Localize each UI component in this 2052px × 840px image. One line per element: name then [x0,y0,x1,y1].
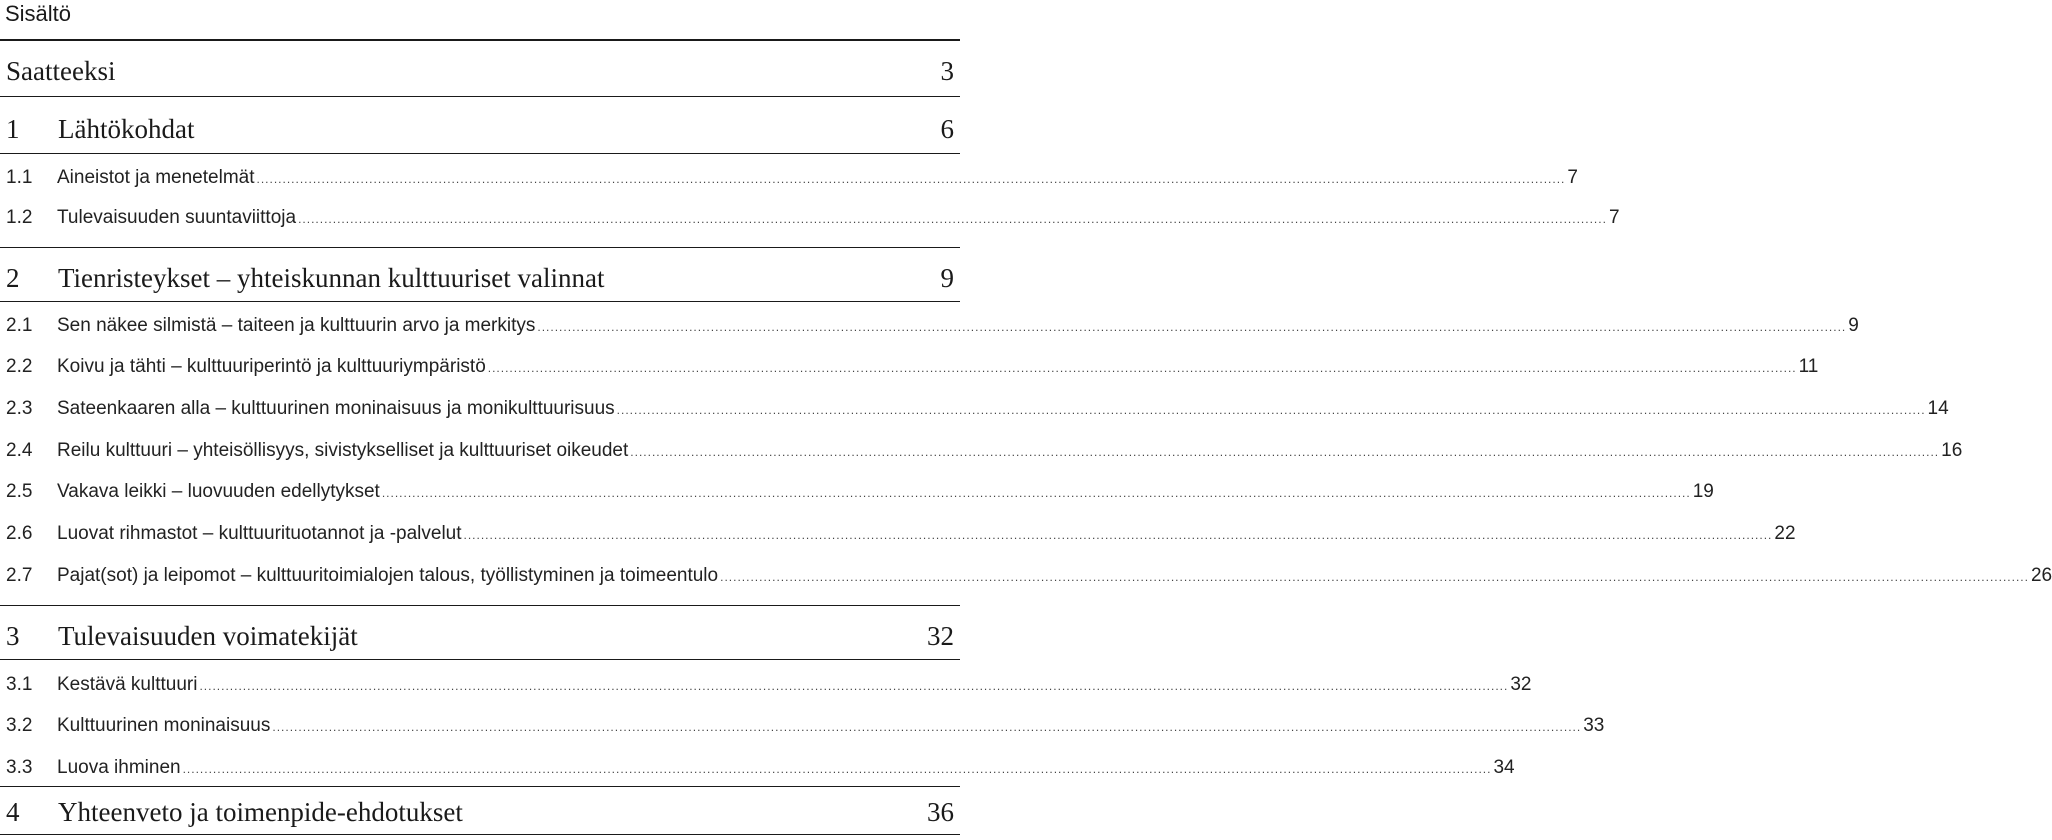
section-number: 3.1 [6,674,33,695]
section-number: 2.5 [6,481,33,502]
section-number: 1.1 [6,167,33,188]
toc-chapter-entry[interactable] [6,795,954,829]
toc-section-entry[interactable] [6,755,1515,782]
section-number: 3.2 [6,715,33,736]
toc-section-entry[interactable] [6,438,1963,465]
section-number: 3.3 [6,757,33,778]
page-number: 19 [1692,481,1714,502]
page-number: 7 [1567,167,1578,188]
section-label: Aineistot ja menetelmät [57,167,255,188]
page-number: 22 [1774,523,1796,544]
page-number: 26 [2030,565,2052,586]
page-number: 11 [1798,356,1819,377]
toc-chapter-entry[interactable] [6,619,954,653]
dot-leader: .............................................................................................................................................................................................................................................................................................................. [256,172,1566,186]
page-number: 16 [1941,440,1963,461]
page-number: 14 [1927,398,1949,419]
section-label: Luovat rihmastot – kulttuurituotannot ja -palvelut [57,523,462,544]
chapter-number: 2 [6,263,20,293]
page-title: Sisältö [5,1,72,26]
page-number: 9 [940,263,954,293]
toc-chapter-entry[interactable] [6,261,954,295]
dot-leader: .............................................................................................................................................................................................................................................................................................................. [182,762,1492,776]
section-label: Koivu ja tähti – kulttuuriperintö ja kulttuuriympäristö [57,356,486,377]
page-number: 32 [927,621,954,651]
section-label: Luova ihminen [57,757,181,778]
dot-leader: .............................................................................................................................................................................................................................................................................................................. [272,720,1582,734]
section-label: Sen näkee silmistä – taiteen ja kulttuurin arvo ja merkitys [57,315,536,336]
chapter-divider [0,834,960,835]
chapter-divider [0,659,960,660]
toc-section-entry[interactable] [6,354,1819,381]
page-number: 34 [1493,757,1515,778]
chapter-label: Tienristeykset – yhteiskunnan kulttuuriset valinnat [58,263,605,293]
dot-leader: .............................................................................................................................................................................................................................................................................................................. [463,528,1773,542]
section-label: Sateenkaaren alla – kulttuurinen moninaisuus ja monikulttuurisuus [57,398,615,419]
toc-section-entry[interactable] [6,396,1949,423]
section-number: 2.6 [6,523,33,544]
toc-section-entry[interactable] [6,313,1859,340]
section-label: Reilu kulttuuri – yhteisöllisyys, sivistykselliset ja kulttuuriset oikeudet [57,440,629,461]
section-number: 2.4 [6,440,33,461]
page-number: 9 [1848,315,1859,336]
section-label: Tulevaisuuden suuntaviittoja [57,207,297,228]
chapter-divider [0,96,960,97]
page-number: 7 [1608,207,1620,228]
chapter-number: 1 [6,114,20,144]
section-label: Kestävä kulttuuri [57,674,198,695]
dot-leader: .............................................................................................................................................................................................................................................................................................................. [487,361,1797,375]
chapter-label: Tulevaisuuden voimatekijät [58,621,358,651]
section-label: Kulttuurinen moninaisuus [57,715,271,736]
toc-section-entry[interactable] [6,165,1578,192]
section-label: Vakava leikki – luovuuden edellytykset [57,481,380,502]
section-number: 2.1 [6,315,33,336]
toc-section-entry[interactable] [6,205,1620,232]
chapter-divider [0,786,960,787]
section-number: 2.2 [6,356,33,377]
section-label: Pajat(sot) ja leipomot – kulttuuritoimialojen talous, työllistyminen ja toimeentulo [57,565,719,586]
dot-leader: .............................................................................................................................................................................................................................................................................................................. [616,403,1926,417]
toc-chapter-entry[interactable] [6,112,954,146]
chapter-label: Lähtökohdat [58,114,195,144]
toc-section-entry[interactable] [6,563,2052,590]
dot-leader: .............................................................................................................................................................................................................................................................................................................. [720,570,2029,584]
dot-leader: .............................................................................................................................................................................................................................................................................................................. [298,212,1607,226]
chapter-divider [0,153,960,154]
page-number: 32 [1510,674,1532,695]
dot-leader: .............................................................................................................................................................................................................................................................................................................. [381,486,1691,500]
chapter-divider [0,605,960,606]
section-number: 2.3 [6,398,33,419]
toc-section-entry[interactable] [6,521,1796,548]
chapter-label: Saatteeksi [6,56,116,86]
toc-section-entry[interactable] [6,479,1714,506]
dot-leader: .............................................................................................................................................................................................................................................................................................................. [199,679,1509,693]
page-number: 33 [1583,715,1605,736]
toc-section-entry[interactable] [6,713,1605,740]
chapter-divider [0,247,960,248]
toc-chapter-entry[interactable] [6,54,954,88]
section-number: 1.2 [6,207,33,228]
chapter-number: 4 [6,797,20,827]
dot-leader: .............................................................................................................................................................................................................................................................................................................. [537,320,1847,334]
page-number: 6 [940,114,954,144]
chapter-number: 3 [6,621,20,651]
chapter-divider [0,301,960,302]
page-number: 36 [927,797,954,827]
toc-section-entry[interactable] [6,672,1532,699]
chapter-label: Yhteenveto ja toimenpide-ehdotukset [58,797,463,827]
page-number: 3 [940,56,954,86]
dot-leader: .............................................................................................................................................................................................................................................................................................................. [630,445,1940,459]
section-number: 2.7 [6,565,33,586]
